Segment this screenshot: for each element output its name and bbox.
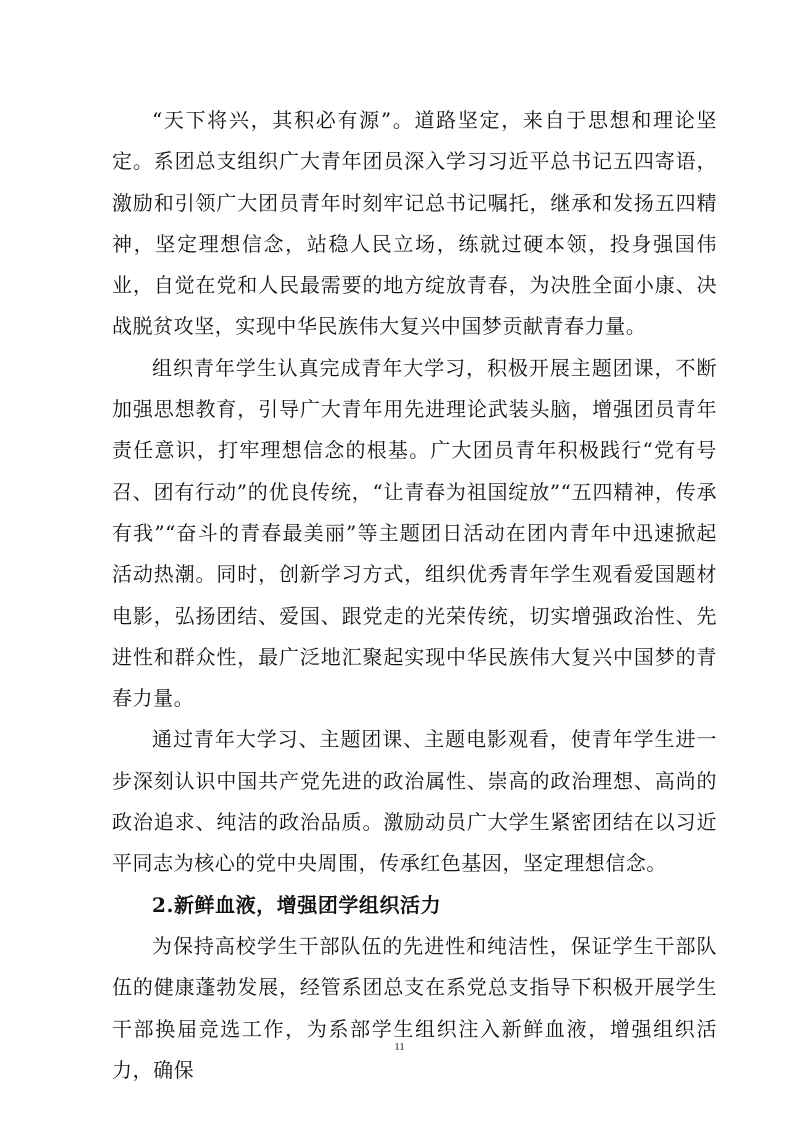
- body-paragraph: 通过青年大学习、主题团课、主题电影观看，使青年学生进一步深刻认识中国共产党先进的政治属性、崇高的政治理想、高尚的政治追求、纯洁的政治品质。激励动员广大学生紧密团结在以习近平同志为核心的党中央周围，传承红色基因，坚定理想信念。: [112, 727, 717, 876]
- body-paragraph: 为保持高校学生干部队伍的先进性和纯洁性，保证学生干部队伍的健康蓬勃发展，经管系团总支在系党总支指导下积极开展学生干部换届竞选工作，为系部学生组织注入新鲜血液，增强组织活力，确保: [112, 933, 717, 1082]
- page-number: 11: [394, 1041, 405, 1053]
- body-paragraph: 组织青年学生认真完成青年大学习，积极开展主题团课，不断加强思想教育，引导广大青年用先进理论武装头脑，增强团员青年责任意识，打牢理想信念的根基。广大团员青年积极践行“党有号召、团有行动”的优良传统，“让青春为祖国绽放”“五四精神，传承有我”“奋斗的青春最美丽”等主题团日活动在团内青年中迅速掀起活动热潮。同时，创新学习方式，组织优秀青年学生观看爱国题材电影，弘扬团结、爱国、跟党走的光荣传统，切实增强政治性、先进性和群众性，最广泛地汇聚起实现中华民族伟大复兴中国梦的青春力量。: [112, 355, 717, 711]
- body-paragraph: “天下将兴，其积必有源”。道路坚定，来自于思想和理论坚定。系团总支组织广大青年团员深入学习习近平总书记五四寄语，激励和引领广大团员青年时刻牢记总书记嘱托，继承和发扬五四精神，坚定理想信念，站稳人民立场，练就过硬本领，投身强国伟业，自觉在党和人民最需要的地方绽放青春，为决胜全面小康、决战脱贫攻坚，实现中华民族伟大复兴中国梦贡献青春力量。: [112, 108, 717, 339]
- document-body: [112, 100, 717, 1091]
- section-heading: 2.新鲜血液，增强团学组织活力: [152, 892, 442, 917]
